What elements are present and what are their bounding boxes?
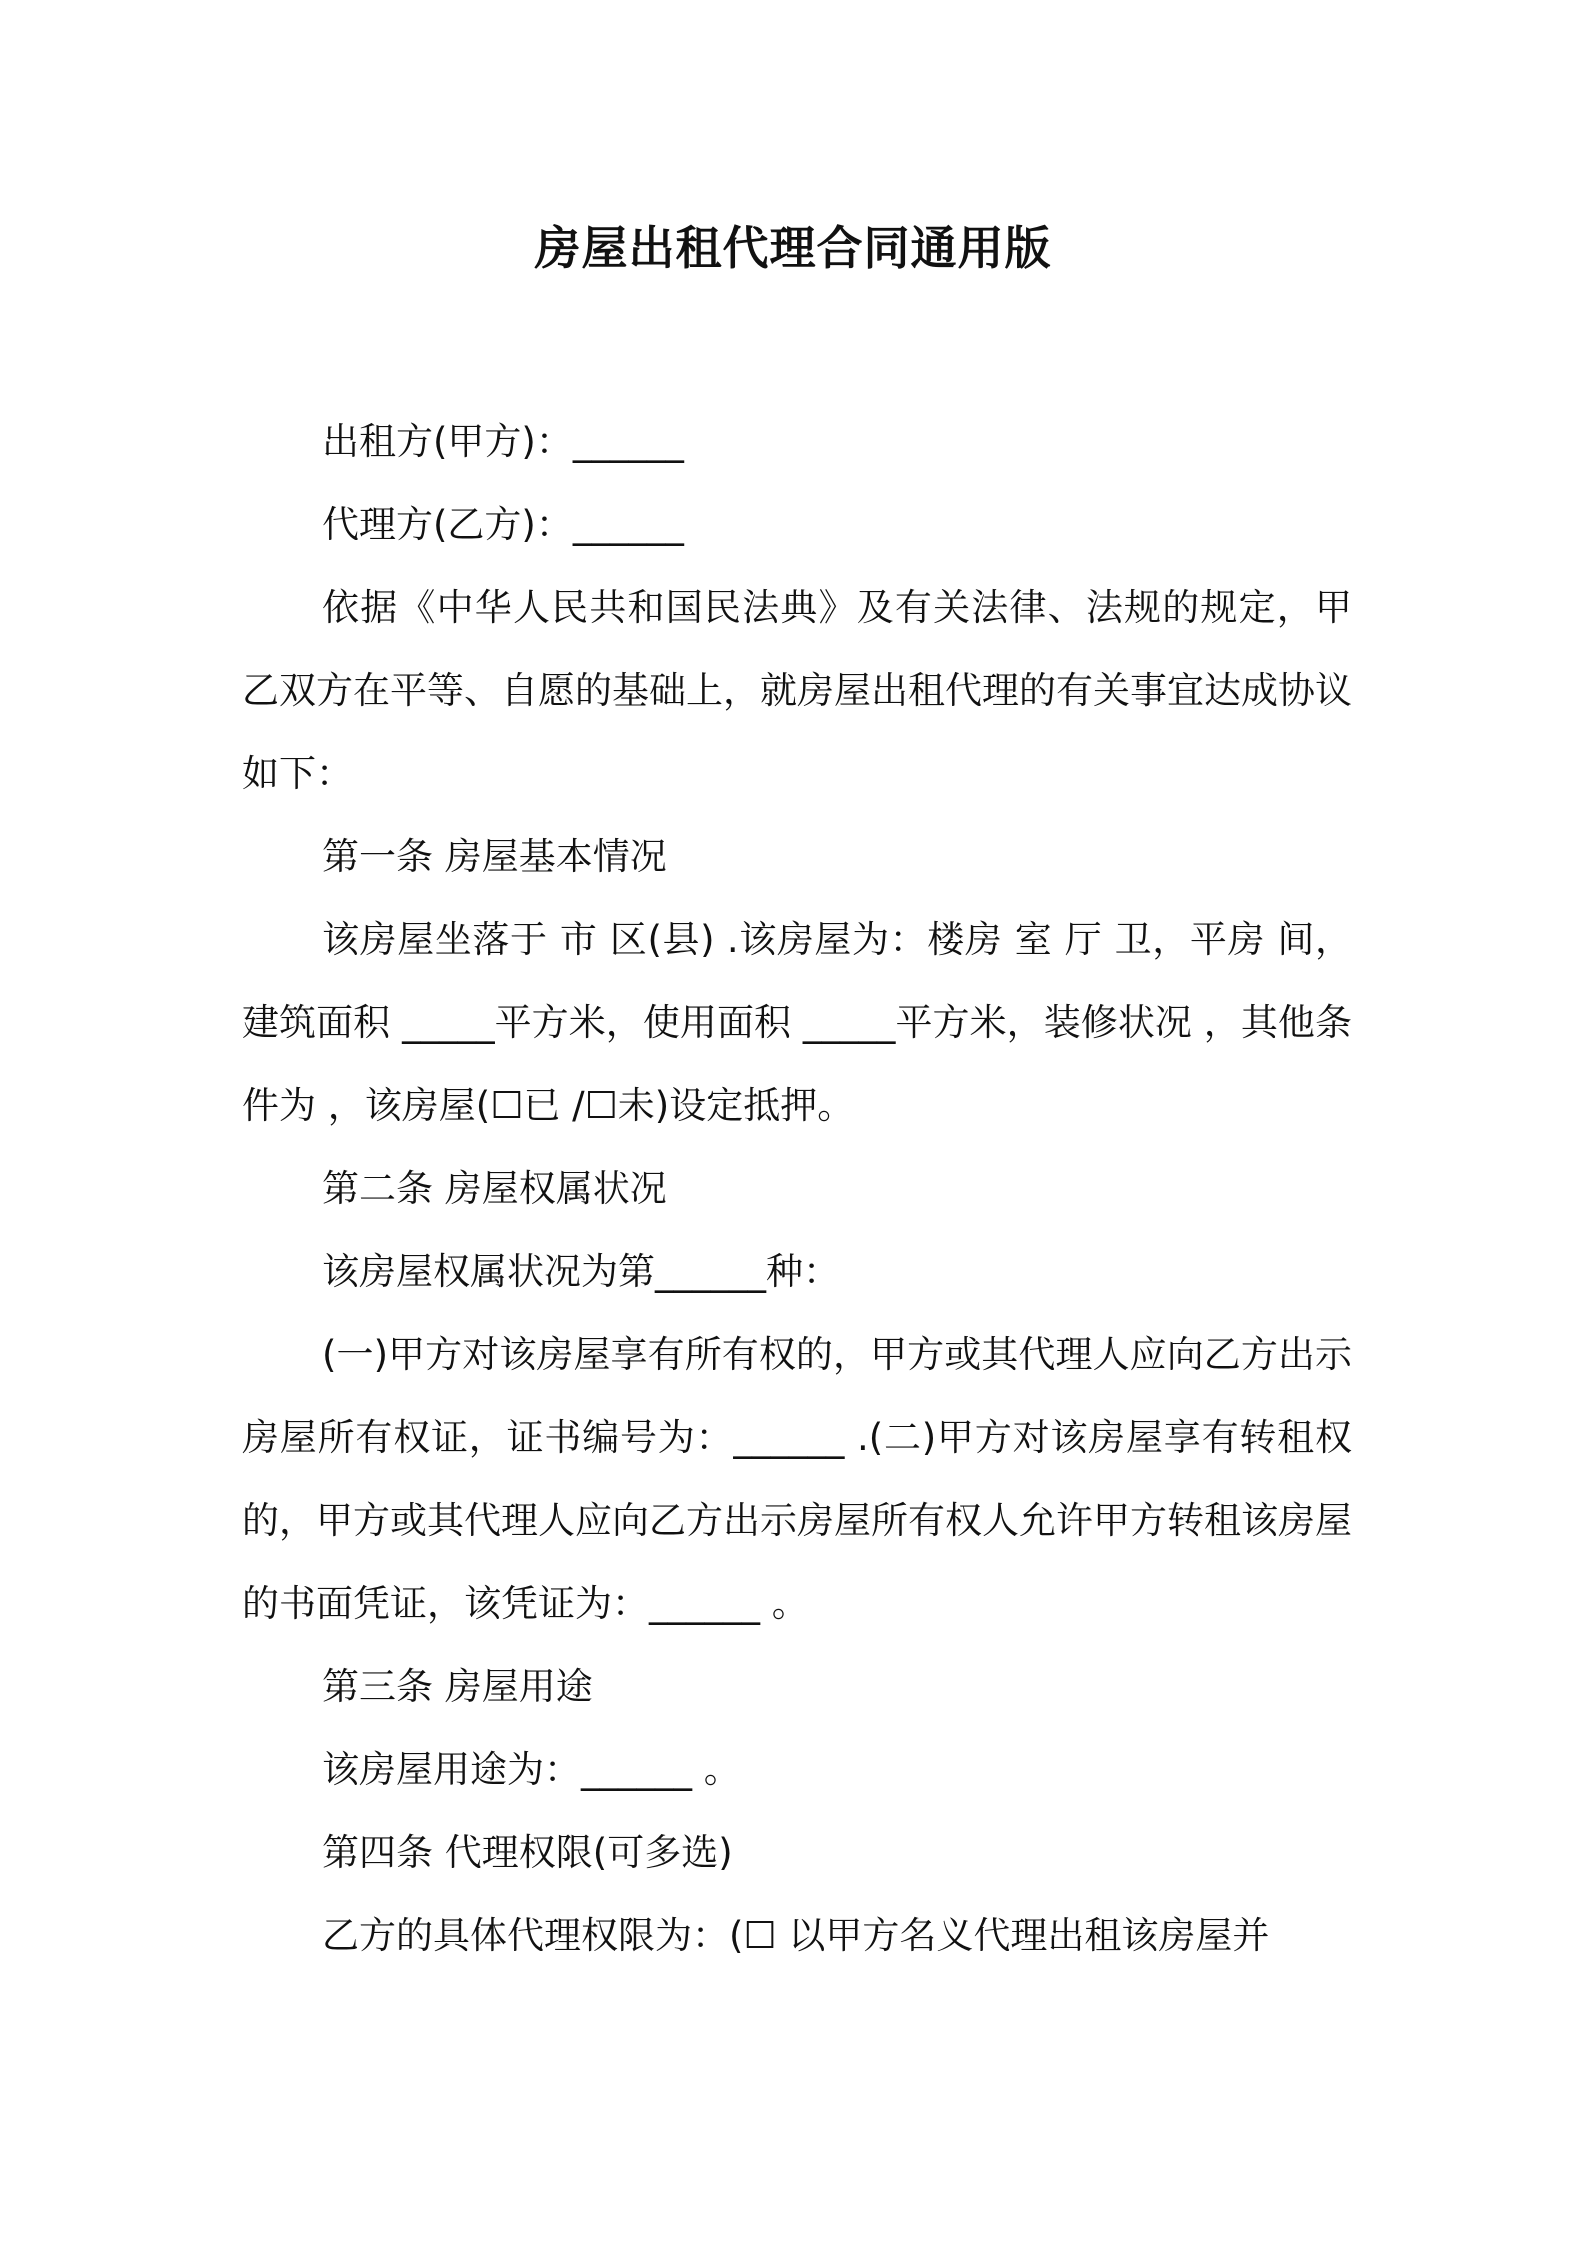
- article-2-paragraph: (一)甲方对该房屋享有所有权的，甲方或其代理人应向乙方出示房屋所有权证，证书编号为：______ .(二)甲方对该房屋享有转租权的，甲方或其代理人应向乙方出示房屋所有权人允许甲方转租该房屋的书面凭证，该凭证为：______ 。: [242, 1333, 1352, 1625]
- article-1-heading: 第一条 房屋基本情况: [322, 835, 667, 878]
- article-4-paragraph: 乙方的具体代理权限为：(☐ 以甲方名义代理出租该房屋并: [322, 1914, 1270, 1957]
- article-2-heading: 第二条 房屋权属状况: [322, 1167, 667, 1210]
- article-4-heading: 第四条 代理权限(可多选): [322, 1831, 733, 1874]
- preamble-paragraph: 依据《中华人民共和国民法典》及有关法律、法规的规定，甲乙双方在平等、自愿的基础上，就房屋出租代理的有关事宜达成协议如下：: [242, 586, 1352, 795]
- document-body: [242, 400, 1352, 1977]
- party-b-line: 代理方(乙方)：______: [322, 503, 684, 546]
- article-3-heading: 第三条 房屋用途: [322, 1665, 593, 1708]
- document-title: 房屋出租代理合同通用版: [534, 221, 1052, 275]
- article-1-paragraph: 该房屋坐落于 市 区(县) .该房屋为：楼房 室 厅 卫，平房 间，建筑面积 _____平方米，使用面积 _____平方米，装修状况 ，其他条件为 ，该房屋(☐已 /☐未)设定抵押。: [242, 918, 1352, 1127]
- article-2-intro: 该房屋权属状况为第______种：: [322, 1250, 840, 1293]
- article-3-paragraph: 该房屋用途为：______ 。: [322, 1748, 741, 1791]
- party-a-line: 出租方(甲方)：______: [322, 420, 684, 463]
